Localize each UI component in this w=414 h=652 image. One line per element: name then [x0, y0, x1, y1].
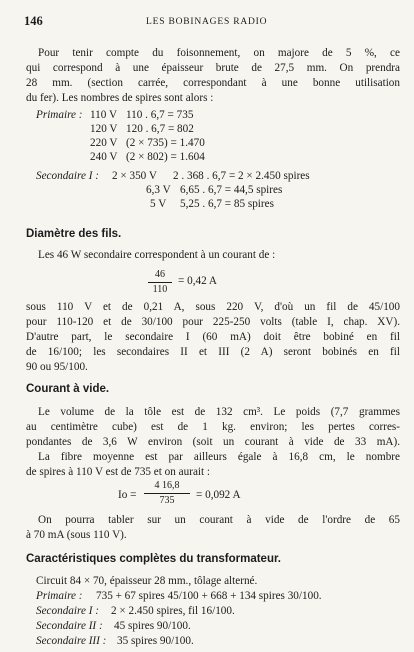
formula-numerator: 4 16,8 — [154, 480, 180, 491]
secondary-voltage: 6,3 V — [146, 184, 171, 196]
secondary-calc: 5,25 . 6,7 = 85 spires — [180, 198, 274, 210]
formula-result: = 0,092 A — [196, 489, 241, 501]
secondary-voltage: 5 V — [150, 198, 167, 210]
noload-line: La fibre moyenne est par ailleurs égale à 16,8 cm, le nombre — [38, 451, 400, 463]
intro-line: Pour tenir compte du foisonnement, on majore de 5 %, ce — [38, 47, 400, 59]
spec-label: Secondaire III : — [36, 635, 107, 647]
noload-conclusion: On pourra tabler sur un courant à vide de l'ordre de 65 — [38, 514, 400, 526]
secondary-label: Secondaire I : — [36, 170, 99, 182]
spec-line: Circuit 84 × 70, épaisseur 28 mm., tôlage alterné. — [36, 575, 258, 587]
fraction-denominator: 110 — [152, 284, 168, 295]
wire-line: D'autre part, le secondaire I (60 mA) doit être bobiné en fil — [26, 331, 400, 343]
primary-voltage: 220 V — [90, 137, 118, 149]
primary-voltage: 110 V — [90, 109, 118, 121]
primary-calc: (2 × 802) = 1.604 — [126, 151, 205, 163]
intro-line: du fer). Les nombres de spires sont alors : — [26, 92, 214, 104]
section-heading: Diamètre des fils. — [26, 228, 122, 240]
primary-calc: (2 × 735) = 1.470 — [126, 137, 205, 149]
primary-voltage: 120 V — [90, 123, 118, 135]
spec-line: 45 spires 90/100. — [114, 620, 191, 632]
noload-line: Le volume de la tôle est de 132 cm³. Le poids (7,7 grammes — [38, 406, 400, 418]
running-title: LES BOBINAGES RADIO — [146, 17, 268, 27]
wire-line: 90 ou 95/100. — [26, 361, 88, 373]
spec-line: 2 × 2.450 spires, fil 16/100. — [111, 605, 235, 617]
formula-denominator: 735 — [159, 495, 175, 506]
noload-conclusion: à 70 mA (sous 110 V). — [26, 529, 127, 541]
primary-voltage: 240 V — [90, 151, 118, 163]
section-heading: Caractéristiques complètes du transformateur. — [26, 553, 281, 565]
formula-bar — [144, 493, 190, 494]
noload-line: de spires à 110 V est de 735 et on aurait : — [26, 466, 211, 478]
primary-label: Primaire : — [36, 109, 83, 121]
wire-lead: Les 46 W secondaire correspondent à un courant de : — [38, 249, 276, 261]
formula-lhs: Io = — [118, 489, 137, 501]
fraction-bar — [148, 282, 172, 283]
spec-line: 735 + 67 spires 45/100 + 668 + 134 spires 30/100. — [96, 590, 322, 602]
fraction-numerator: 46 — [155, 269, 165, 280]
primary-calc: 110 . 6,7 = 735 — [126, 109, 194, 121]
spec-label: Primaire : — [36, 590, 83, 602]
section-heading: Courant à vide. — [26, 383, 110, 395]
intro-line: qui correspond à une épaisseur brute de 27,5 mm. On prendra — [26, 62, 400, 74]
secondary-calc: 6,65 . 6,7 = 44,5 spires — [180, 184, 283, 196]
spec-line: 35 spires 90/100. — [117, 635, 194, 647]
spec-label: Secondaire II : — [36, 620, 103, 632]
spec-label: Secondaire I : — [36, 605, 99, 617]
wire-line: sous 110 V et de 0,21 A, sous 220 V, d'où un fil de 45/100 — [26, 301, 400, 313]
secondary-calc: 2 . 368 . 6,7 = 2 × 2.450 spires — [173, 170, 310, 182]
wire-line: de 16/100; les secondaires II et III (2 A) seront bobinés en fil — [26, 346, 400, 358]
noload-line: au centimètre cube) est de 1 kg. environ; les pertes corres- — [26, 421, 400, 433]
fraction-result: = 0,42 A — [178, 275, 217, 287]
secondary-voltage: 2 × 350 V — [112, 170, 157, 182]
noload-line: pondantes de 3,6 W environ (soit un courant à vide de 33 mA). — [26, 436, 400, 448]
intro-line: 28 mm. (section carrée, correspondant à une bonne utilisation — [26, 77, 400, 89]
wire-line: pour 110-120 et de 30/100 pour 225-250 volts (table I, chap. XV). — [26, 316, 400, 328]
page-number: 146 — [24, 14, 43, 28]
primary-calc: 120 . 6,7 = 802 — [126, 123, 194, 135]
